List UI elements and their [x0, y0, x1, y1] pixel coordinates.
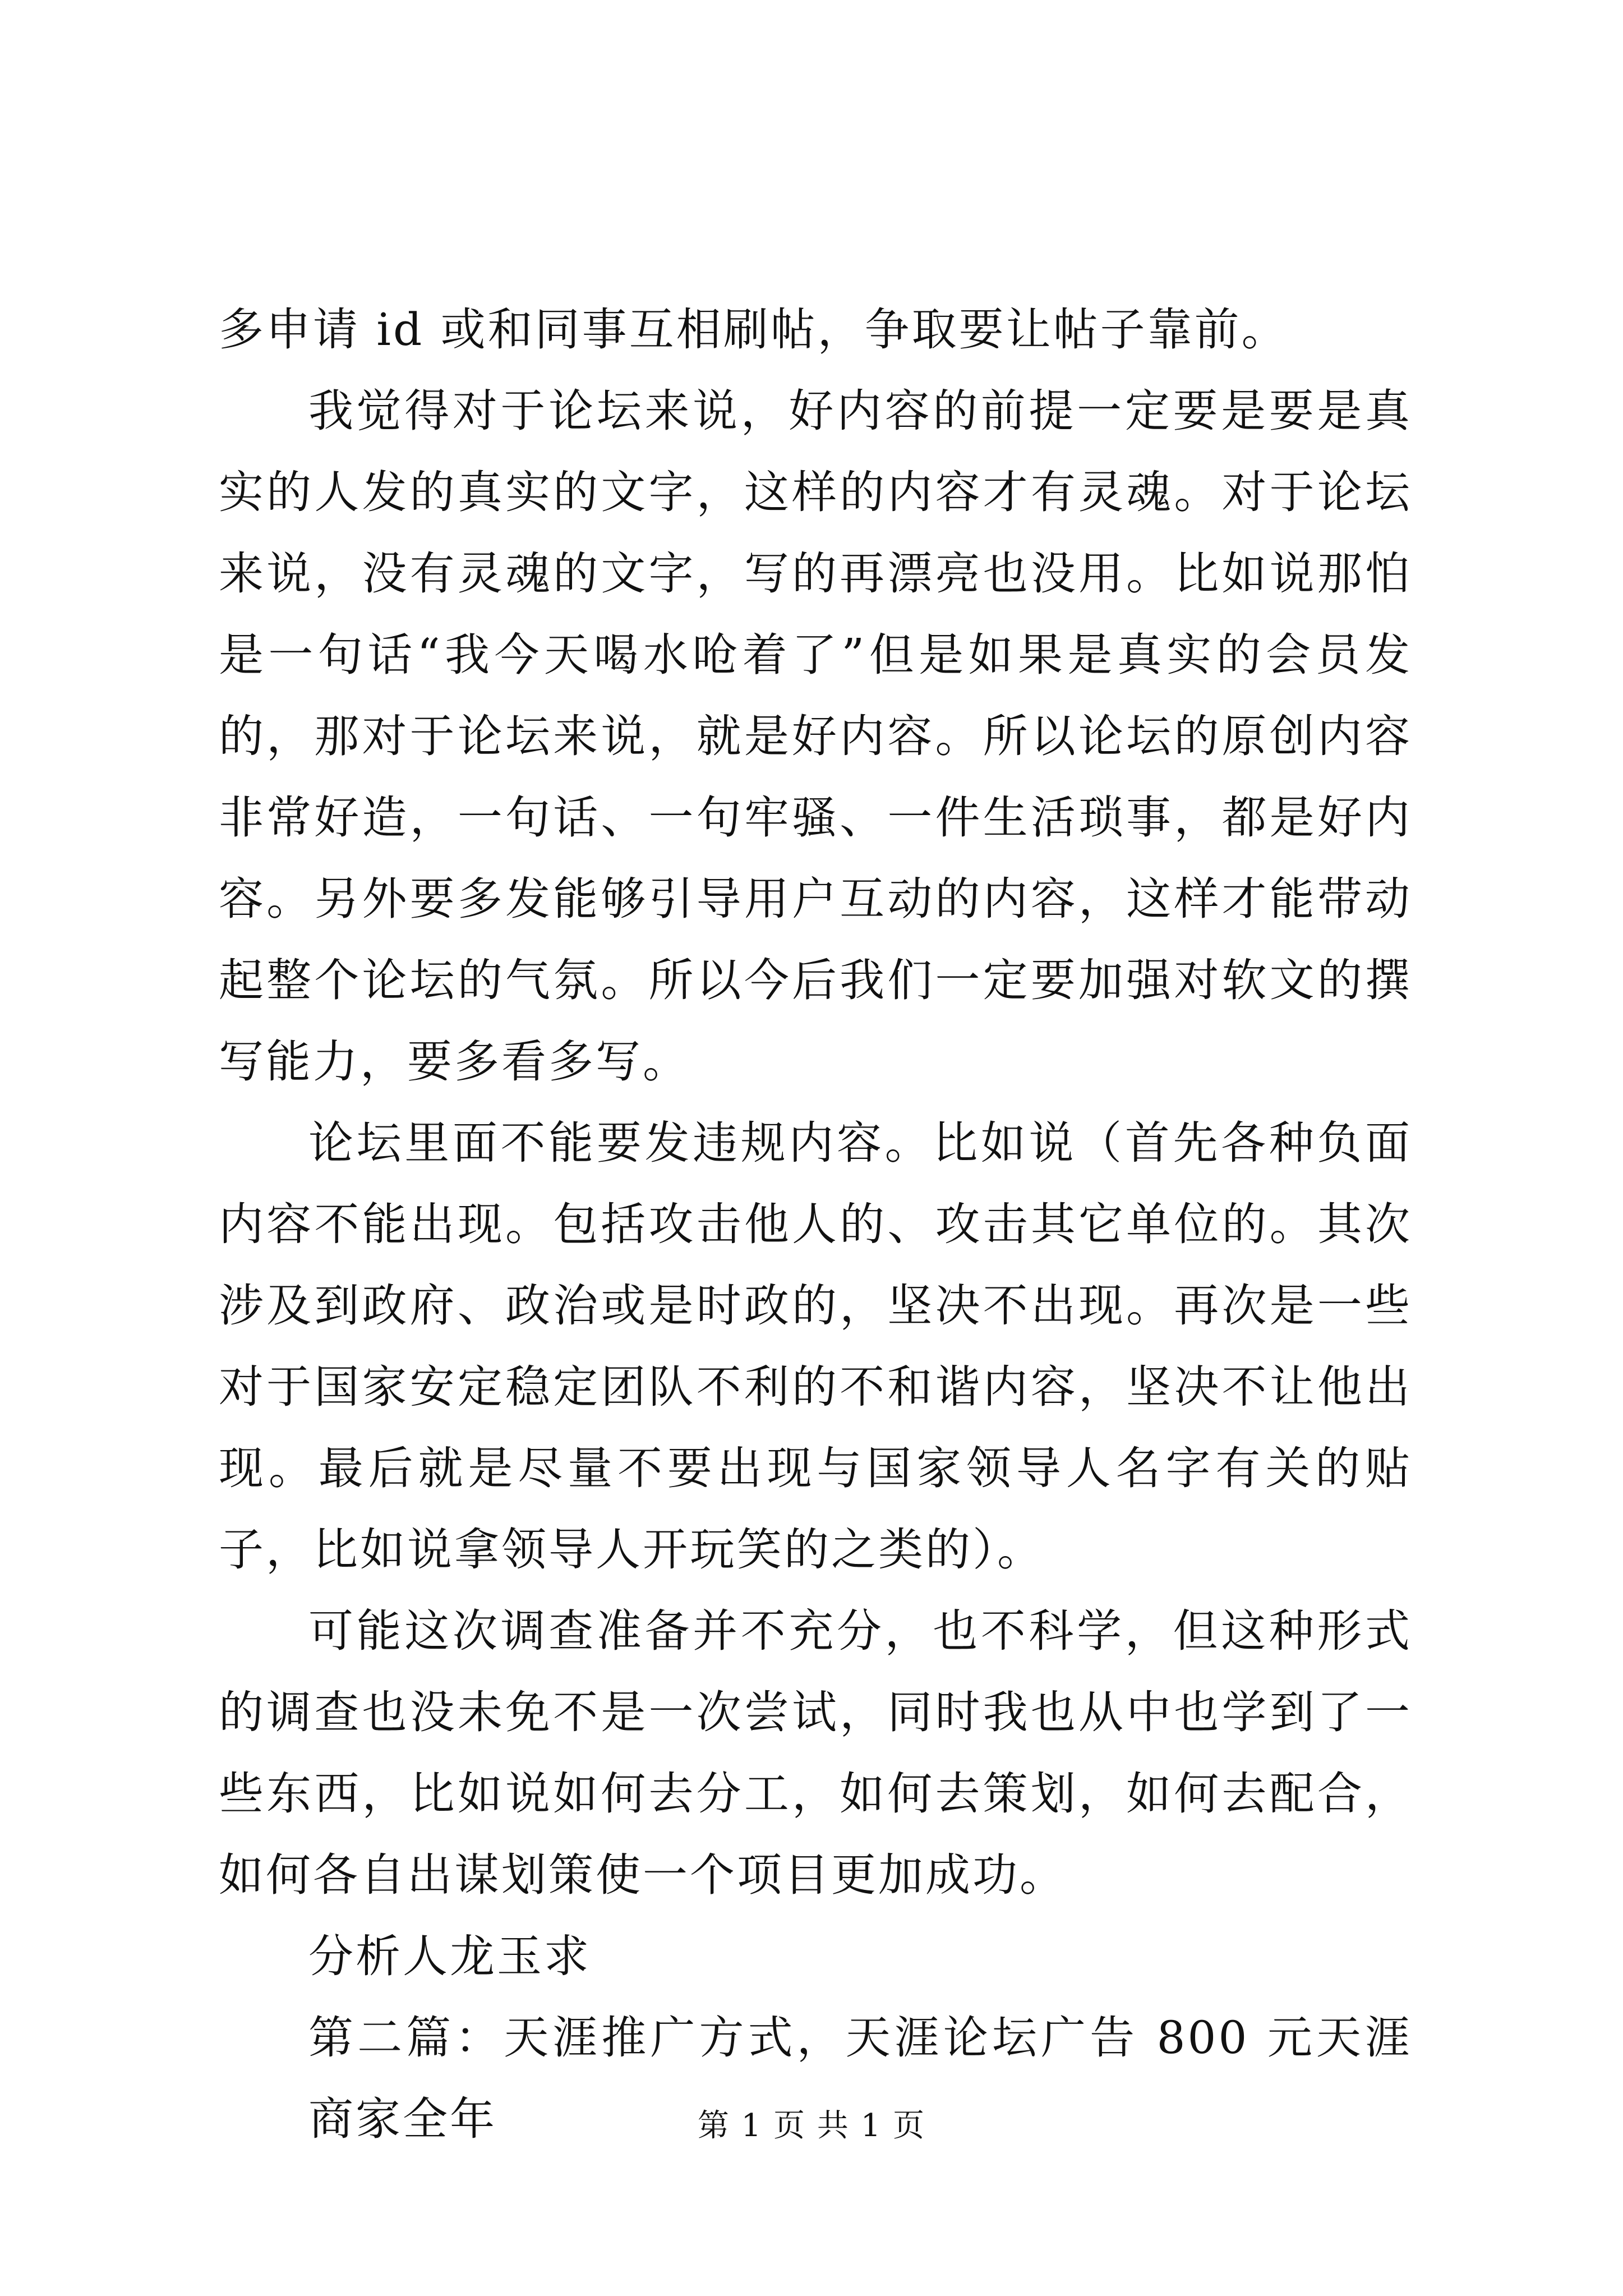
paragraph-survey-reflection: 可能这次调查准备并不充分，也不科学，但这种形式的调查也没未免不是一次尝试，同时我也从中也学到了一些东西，比如说如何去分工，如何去策划，如何去配合，如何各自出谋划策使一个项目更加成功。	[219, 1605, 1412, 1901]
document-body	[219, 289, 1412, 2160]
paragraph-forum-content: 我觉得对于论坛来说，好内容的前提一定要是要是真实的人发的真实的文字，这样的内容才有灵魂。对于论坛来说，没有灵魂的文字，写的再漂亮也没用。比如说那怕是一句话“我今天喝水呛着了”但是如果是真实的会员发的，那对于论坛来说，就是好内容。所以论坛的原创内容非常好造，一句话、一句牢骚、一件生活琐事，都是好内容。另外要多发能够引导用户互动的内容，这样才能带动起整个论坛的气氛。所以今后我们一定要加强对软文的撰写能力，要多看多写。	[219, 385, 1412, 1088]
paragraph-analyst: 分析人龙玉求	[308, 1930, 591, 1982]
paragraph-continuation: 多申请 id 或和同事互相刷帖，争取要让帖子靠前。	[219, 303, 1289, 356]
paragraph-forum-rules: 论坛里面不能要发违规内容。比如说（首先各种负面内容不能出现。包括攻击他人的、攻击其它单位的。其次涉及到政府、政治或是时政的，坚决不出现。再次是一些对于国家安定稳定团队不利的不和谐内容，坚决不让他出现。最后就是尽量不要出现与国家领导人名字有关的贴子，比如说拿领导人开玩笑的之类的）。	[219, 1117, 1412, 1576]
paragraph-second-article: 第二篇：天涯推广方式，天涯论坛广告 800 元天涯商家全年	[308, 2012, 1412, 2145]
page-footer: 第 1 页 共 1 页	[697, 2108, 926, 2144]
